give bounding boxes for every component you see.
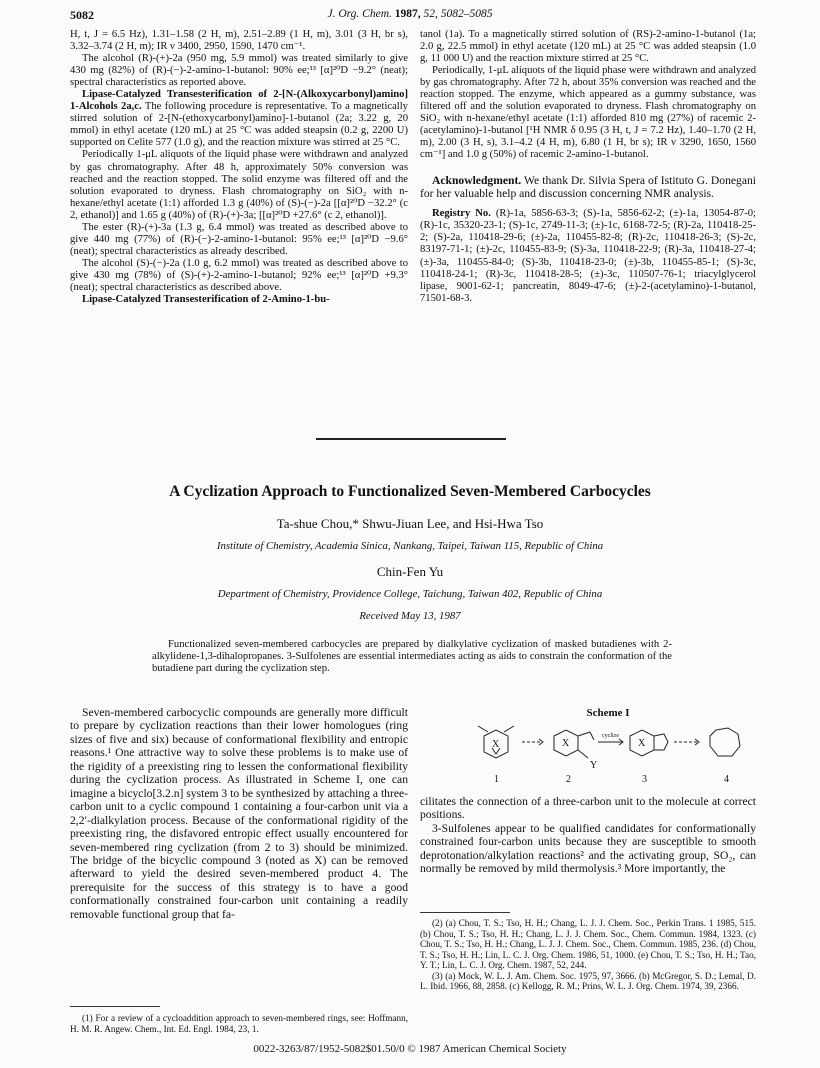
paragraph: The alcohol (S)-(−)-2a (1.0 g, 6.2 mmol) was treated as described above to give 430 mg (78%) of (S)-(+)-2-amino-1-butanol; 92% ee;¹³ [α]²⁰D +9.3° (neat); spectral characteristics as described above.	[70, 257, 408, 293]
paragraph: cilitates the connection of a three-carbon unit to the molecule at correct positions.	[420, 795, 756, 822]
scheme-diagram	[470, 720, 752, 790]
paragraph: The ester (R)-(+)-3a (1.3 g, 6.4 mmol) was treated as described above to give 440 mg (77%) of (R)-(−)-2-amino-1-butanol: 95% ee;¹³ [α]²⁰D −9.6° (neat); spectral characteristics as already described.	[70, 221, 408, 257]
footnote-rule	[420, 912, 510, 913]
paragraph: The alcohol (R)-(+)-2a (950 mg, 5.9 mmol) was treated similarly to give 430 mg (82%) of (R)-(−)-2-amino-1-butanol: 90% ee;¹³ [α]²⁰D −9.2° (neat); spectral characteristics as reported above.	[70, 53, 408, 89]
atom-x-label: X	[638, 738, 646, 749]
running-header	[0, 8, 820, 20]
paragraph-text: The following procedure is representative. To a magnetically stirred solution of 2-[N-(ethoxycarbonyl)amino]-1-butanol (2a; 3.22 g, 20 mmol) in ethyl acetate (120 mL) at 25 °C was added steapsin (0.2 g, 2200 U) supported on Celite 577 (1.0 g), and the reaction mixture was stirred at 25 °C.	[70, 101, 408, 149]
structure-4	[710, 728, 740, 756]
prev-article-right-column	[420, 29, 756, 305]
paragraph: Periodically 1-μL aliquots of the liquid phase were withdrawn and analyzed by gas chromatography. After 48 h, approximately 50% conversion was reached and the reaction stopped. The solid enzyme was filtered off and the solution evaporated to dryness. Flash chromatography on SiO₂ with n-hexane/ethyl acetate (1:1) afforded 1.3 g (40%) of (S)-(−)-2a [[α]²⁰D −32.2° (c 2, ethanol)] and 1.65 g (40%) of (R)-(+)-3a; [[α]²⁰D +27.6° (c 2, ethanol)].	[70, 149, 408, 221]
prev-article-left-column	[70, 29, 408, 306]
journal-volume-pages: 52, 5082–5085	[423, 8, 493, 20]
footnotes-right	[420, 918, 756, 992]
atom-x-label: X	[562, 738, 570, 749]
structure-3	[630, 730, 668, 756]
paragraph-with-heading	[70, 89, 408, 149]
section-heading: Lipase-Catalyzed Transesterification of 2-Amino-1-bu-	[82, 294, 330, 306]
affiliation: Institute of Chemistry, Academia Sinica, Nankang, Taipei, Taiwan 115, Republic of China	[216, 540, 604, 552]
affiliation: Department of Chemistry, Providence College, Taichung, Taiwan 402, Republic of China	[217, 588, 603, 600]
paragraph: Periodically, 1-μL aliquots of the liquid phase were withdrawn and analyzed by gas chromatography. After 72 h, about 35% conversion was reached and the reaction stopped. The enzyme, which appeared as a gummy substance, was filtered off and the solution evaporated to dryness. Flash chromatography on SiO₂ with n-hexane/ethyl acetate (1:1) afforded 810 mg (27%) of racemic 2-(acetylamino)-1-butanol [¹H NMR δ 0.95 (3 H, t, J = 7.2 Hz), 1.40–1.70 (2 H, m), 2.00 (3 H, s), 3.1–4.2 (4 H, m), 6.80 (1 H, br s); IR ν 3290, 1650, 1560 cm⁻¹] and 1.0 g (50%) of racemic 2-amino-1-butanol.	[420, 65, 756, 161]
abstract: Functionalized seven-membered carbocycles are prepared by dialkylative cyclization of masked butadienes with 2-alkylidene-1,3-dihalopropanes. 3-Sulfolenes are essential intermediates acting as aids to constrain the conformation of the butadiene part during the cyclization step.	[152, 639, 672, 675]
compound-label: 3	[642, 774, 647, 785]
body-right-column	[420, 795, 756, 876]
registry-text: (R)-1a, 5856-63-3; (S)-1a, 5856-62-2; (±)-1a, 13054-87-0; (R)-1c, 35320-23-1; (S)-1c, 2749-11-3; (±)-1c, 6168-72-5; (R)-2a, 110418-25-2; (S)-2a, 110418-29-6; (±)-2a, 110455-82-8; (R)-2c, 110418-26-3; (S)-2c, 83197-71-1; (±)-2c, 110455-83-9; (S)-3a, 110418-22-9; (R)-3a, 110418-27-4; (±)-3a, 110455-84-0; (S)-3b, 110418-23-0; (±)-3b, 110455-85-1; (S)-3c, 110418-24-1; (R)-3c, 110418-28-5; (±)-3c, 110507-76-1; triacylglycerol lipase, 9001-62-1; pancreatin, 8049-47-6; (±)-2-(acetylamino)-1-butanol, 71501-68-3.	[420, 208, 756, 304]
footnote-text: (1) For a review of a cycloaddition approach to seven-membered rings, see: Hoffmann, H. M. R. Angew. Chem., Int. Ed. Engl. 1984, 23, 1.	[70, 1013, 408, 1034]
registry-numbers	[420, 208, 756, 304]
received-date: Received May 13, 1987	[359, 610, 461, 622]
acknowledgment	[420, 174, 756, 201]
author-list: Chin-Fen Yu	[376, 564, 444, 579]
paragraph: H, t, J = 6.5 Hz), 1.31–1.58 (2 H, m), 2.51–2.89 (1 H, m), 3.01 (3 H, br s), 3.32–3.74 (2 H, m); IR ν 3400, 2950, 1590, 1470 cm⁻¹.	[70, 29, 408, 53]
copyright-line: 0022-3263/87/1952-5082$01.50/0 © 1987 American Chemical Society	[253, 1043, 567, 1055]
footnote	[70, 1013, 408, 1034]
article-separator-rule	[316, 438, 506, 440]
arrow-label: cyclize	[602, 733, 619, 739]
atom-y-label: Y	[590, 760, 598, 771]
compound-label: 2	[566, 774, 571, 785]
paragraph	[420, 29, 756, 65]
acknowledgment-text: We thank Dr. Silvia Spera of Istituto G. Donegani for her valuable help and discussion concerning NMR analysis.	[420, 173, 756, 200]
author-list: Ta-shue Chou,* Shwu-Jiuan Lee, and Hsi-Hwa Tso	[276, 516, 544, 531]
registry-heading: Registry No.	[432, 208, 491, 220]
journal-year: 1987,	[394, 8, 421, 20]
journal-name: J. Org. Chem.	[327, 8, 392, 20]
footnote-text: (3) (a) Mock, W. L. J. Am. Chem. Soc. 1975, 97, 3666. (b) McGregor, S. D.; Lemal, D. L. Ibid. 1966, 88, 2858. (c) Kellogg, R. M.; Prins, W. L. J. Org. Chem. 1974, 39, 2366.	[420, 970, 756, 991]
page-number: 5082	[70, 8, 94, 22]
paragraph: 3-Sulfolenes appear to be qualified candidates for conformationally constrained four-carbon units because they are susceptible to smooth deprotonation/alkylation reactions² and the activating group, SO₂, can normally be removed by mild thermolysis.³ More importantly, the	[420, 821, 756, 876]
structure-2	[554, 730, 594, 758]
atom-x-label: X	[492, 739, 500, 750]
paragraph: Seven-membered carbocyclic compounds are generally more difficult to prepare by cyclization reactions than their lower homologues (ring sizes of five and six) because of conformational flexibility and entropic reasons.¹ One attractive way to solve these problems is to make use of the rigidity of a preexisting ring to lessen the conformational flexibility during the cyclization process. As illustrated in Scheme I, one can imagine a bicyclo[3.2.n] system 3 to be synthesized by attaching a three-carbon unit to a cyclic compound 1 containing a four-carbon unit via a 2,2′-dialkylation process. Because of the conformational rigidity of the preexisting ring, the disfavored entropic effect usually encountered for seven-membered ring cyclization (from 2 to 3) should be minimized. The bridge of the bicyclic compound 3 (noted as X) can be removed afterward to yield the desired seven-membered product 4. The prerequisite for the success of this strategy is to have a good conformationally constrained four-carbon unit containing a readily removable functional group that fa-	[70, 706, 408, 921]
section-heading: Lipase-Catalyzed Transesterification of 2-[N-(Alkoxycarbonyl)amino] 1-Alcohols 2a,c.	[70, 89, 408, 113]
compound-label: 4	[724, 774, 729, 785]
footnote-rule	[70, 1006, 160, 1007]
paragraph-text: tanol (1a). To a magnetically stirred solution of (RS)-2-amino-1-butanol (1a; 2.0 g, 22.5 mmol) in ethyl acetate (120 mL) at 25 °C was added steapsin (1.0 g, 11 000 U) and the reaction mixture stirred at 25 °C.	[420, 29, 756, 65]
footnote-text: (2) (a) Chou, T. S.; Tso, H. H.; Chang, L. J. J. Chem. Soc., Perkin Trans. 1 1985, 515. (b) Chou, T. S.; Tso, H. H.; Chang, L. J. J. Chem. Soc., Chem. Commun. 1984, 1323. (c) Chou, T. S.; Tso, H. H.; Chang, L. J. J. Chem. Soc., Chem. Commun. 1985, 236. (d) Chou, T. S.; Tso, H. H.; Lin, L. C. J. Org. Chem. 1986, 51, 1000. (e) Chou, T. S.; Tso, H. H.; Tao, Y. T.; Lin, L. C. J. Org. Chem. 1987, 52, 244.	[420, 918, 756, 970]
scheme-title: Scheme I	[586, 707, 630, 719]
acknowledgment-heading: Acknowledgment.	[432, 173, 522, 187]
body-left-column	[70, 706, 408, 921]
article-title: A Cyclization Approach to Functionalized Seven-Membered Carbocycles	[169, 483, 651, 500]
compound-label: 1	[494, 774, 499, 785]
